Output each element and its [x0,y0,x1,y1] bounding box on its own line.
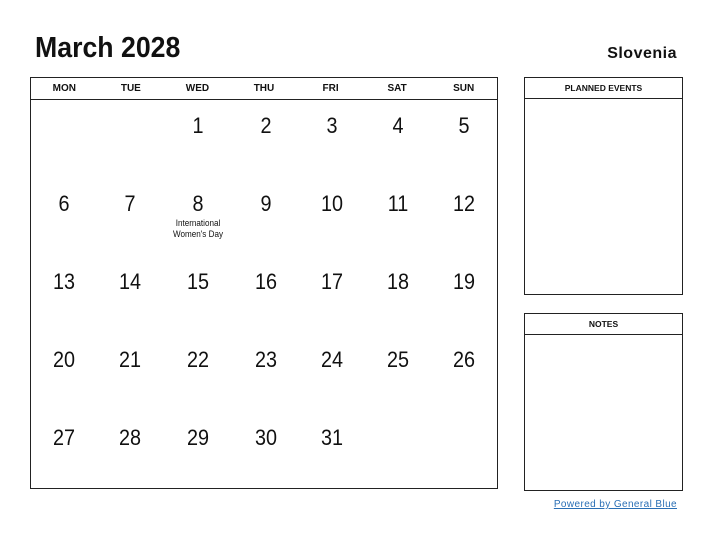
calendar-days [31,100,497,490]
day-cell-31 [299,412,365,490]
page-title: March 2028 [35,32,181,64]
day-number: 22 [186,347,210,372]
day-number: 9 [260,191,272,216]
day-cell-16 [233,256,299,334]
day-cell-17 [299,256,365,334]
holiday-label: International Women's Day [172,218,224,239]
powered-by-link[interactable]: Powered by General Blue [553,499,677,510]
calendar-grid [30,77,498,489]
day-number: 7 [124,191,136,216]
day-number: 2 [260,113,272,138]
day-cell-7 [97,178,163,256]
day-number: 25 [386,347,410,372]
day-number: 13 [52,269,76,294]
day-cell-1 [163,100,233,178]
day-cell-18 [365,256,431,334]
day-number: 24 [320,347,344,372]
day-cell-4 [365,100,431,178]
day-cell-21 [97,334,163,412]
weekday-wed: WED [185,83,210,94]
day-cell-28 [97,412,163,490]
day-number: 27 [52,425,76,450]
weekday-tue: TUE [120,83,141,94]
day-cell-12 [431,178,497,256]
weekday-fri: FRI [322,83,339,94]
day-number: 3 [326,113,338,138]
day-cell-5 [431,100,497,178]
day-number: 12 [452,191,476,216]
day-cell-30 [233,412,299,490]
day-number: 8 [192,191,204,216]
planned-events-panel [524,77,683,295]
day-cell-9 [233,178,299,256]
day-number: 29 [186,425,210,450]
empty-day-cell [31,100,97,178]
day-cell-24 [299,334,365,412]
day-cell-8 [163,178,233,256]
day-number: 30 [254,425,278,450]
day-cell-25 [365,334,431,412]
empty-day-cell [431,412,497,490]
day-cell-3 [299,100,365,178]
day-number: 23 [254,347,278,372]
day-cell-11 [365,178,431,256]
day-cell-15 [163,256,233,334]
day-number: 6 [58,191,70,216]
day-cell-13 [31,256,97,334]
day-number: 14 [118,269,142,294]
day-cell-29 [163,412,233,490]
day-number: 4 [392,113,404,138]
weekday-sun: SUN [453,83,475,94]
notes-panel [524,313,683,491]
day-number: 19 [452,269,476,294]
empty-day-cell [97,100,163,178]
day-number: 21 [118,347,142,372]
day-cell-2 [233,100,299,178]
day-cell-27 [31,412,97,490]
day-number: 26 [452,347,476,372]
country-label: Slovenia [607,45,677,62]
day-number: 28 [118,425,142,450]
weekday-thu: THU [253,83,275,94]
weekday-header [31,78,497,100]
day-cell-10 [299,178,365,256]
empty-day-cell [365,412,431,490]
day-number: 11 [387,191,409,216]
weekday-sat: SAT [387,83,407,94]
weekday-mon: MON [52,83,76,94]
day-cell-22 [163,334,233,412]
day-number: 10 [320,191,344,216]
day-number: 17 [320,269,344,294]
day-number: 18 [386,269,410,294]
day-cell-23 [233,334,299,412]
day-number: 31 [320,425,344,450]
planned-events-title: PLANNED EVENTS [525,78,682,99]
day-number: 1 [192,113,204,138]
day-number: 20 [52,347,76,372]
day-cell-20 [31,334,97,412]
day-number: 5 [458,113,470,138]
day-cell-6 [31,178,97,256]
day-number: 16 [254,269,278,294]
day-cell-19 [431,256,497,334]
day-cell-14 [97,256,163,334]
day-cell-26 [431,334,497,412]
notes-title: NOTES [525,314,682,335]
day-number: 15 [186,269,210,294]
